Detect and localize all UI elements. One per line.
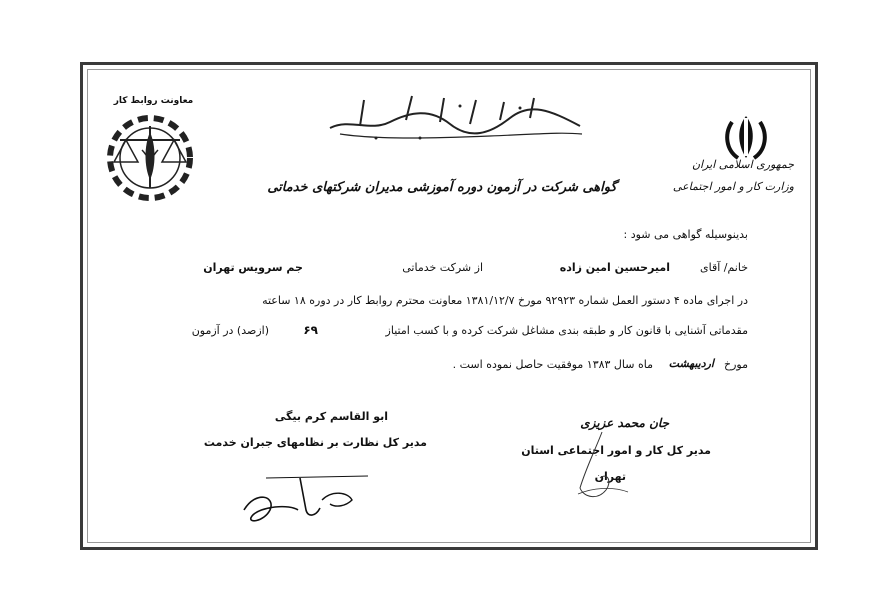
paragraph-line-3a: مورخ bbox=[724, 358, 748, 371]
ministry-line-2: وزارت کار و امور اجتماعی bbox=[672, 180, 794, 193]
company-name: جم سرویس تهران bbox=[203, 261, 303, 274]
salutation: خانم/ آقای bbox=[699, 261, 748, 274]
right-handwritten-signature bbox=[572, 428, 632, 504]
paragraph-line-2a: مقدماتی آشنایی با قانون کار و طبقه بندی مشاغل شرکت کرده و با کسب امتیاز bbox=[385, 324, 748, 337]
right-signatory-name: جان محمد عزیزی bbox=[580, 416, 669, 430]
score-value: ۶۹ bbox=[303, 323, 318, 337]
right-signatory-title: مدیر کل کار و امور اجتماعی استان bbox=[521, 444, 711, 457]
certificate-title: گواهی شرکت در آزمون دوره آموزشی مدیران شرکتهای خدماتی bbox=[267, 180, 617, 195]
intro-text: بدینوسیله گواهی می شود : bbox=[623, 228, 748, 241]
basmala-calligraphy bbox=[320, 88, 590, 144]
paragraph-line-2b: (ازصد) در آزمون bbox=[191, 324, 269, 337]
right-signatory-city: تهران bbox=[594, 470, 626, 483]
ministry-line-1: جمهوری اسلامی ایران bbox=[691, 158, 794, 171]
paragraph-line-1: در اجرای ماده ۴ دستور العمل شماره ۹۲۹۲۳ مورخ ۱۳۸۱/۱۲/۷ معاونت محترم روابط کار در دوره ۱۸ ساعته bbox=[262, 294, 748, 307]
paragraph-line-3b: ماه سال ۱۳۸۳ موفقیت حاصل نموده است . bbox=[452, 358, 653, 371]
labor-relations-logo-caption: معاونت روابط کار bbox=[113, 96, 194, 106]
left-handwritten-signature bbox=[236, 470, 376, 530]
left-signatory-name: ابو القاسم کرم بیگی bbox=[274, 410, 388, 423]
exam-month: اردیبهشت bbox=[668, 357, 714, 370]
from-company-text: از شرکت خدماتی bbox=[402, 261, 483, 274]
left-signatory-title: مدیر کل نظارت بر نظامهای جبران خدمت bbox=[203, 436, 427, 449]
labor-relations-logo-icon bbox=[98, 96, 210, 208]
iran-emblem-icon bbox=[718, 112, 774, 162]
person-name: امیرحسین امین زاده bbox=[559, 261, 670, 274]
